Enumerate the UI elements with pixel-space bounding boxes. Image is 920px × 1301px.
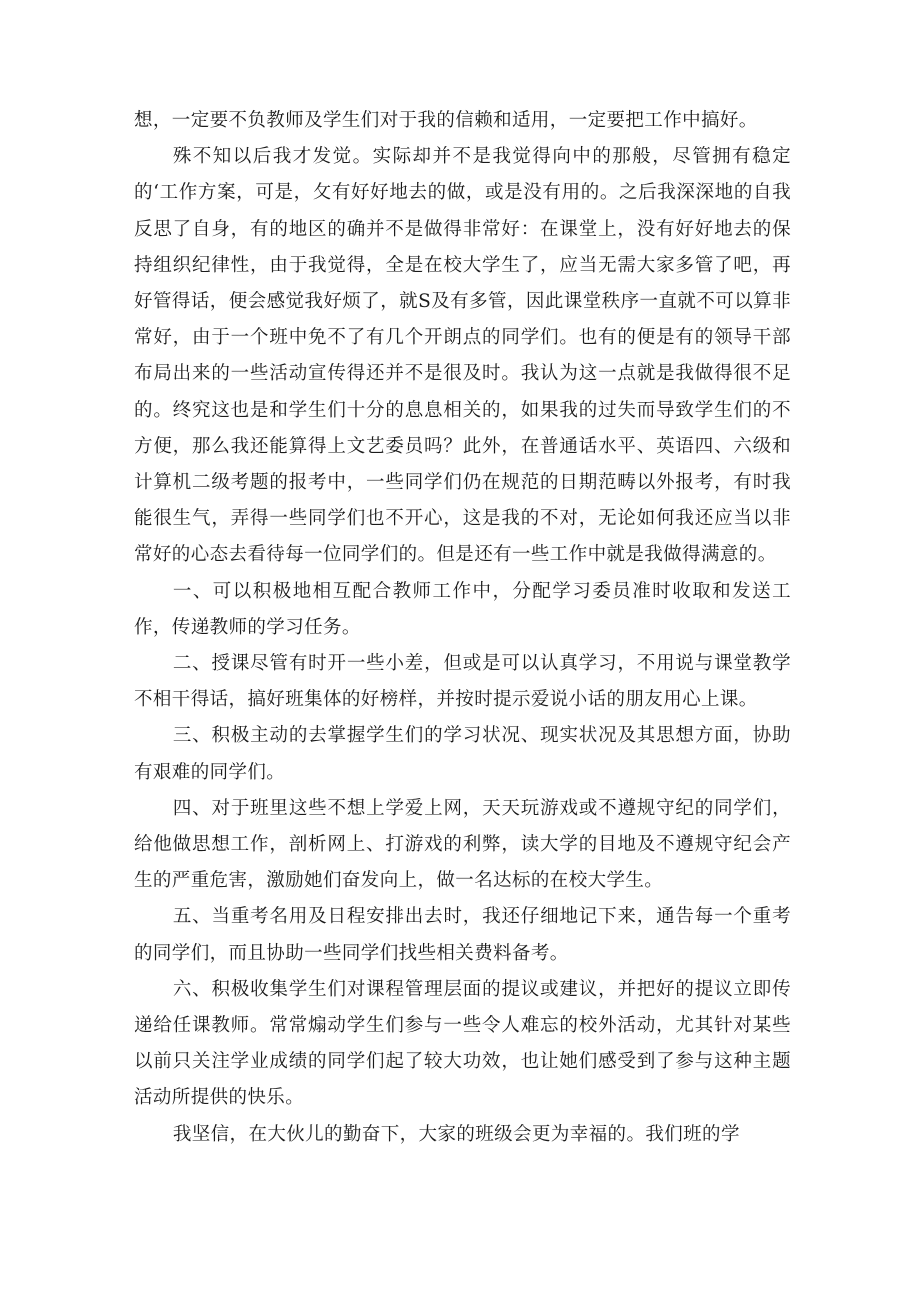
paragraph-continuation: 想，一定要不负教师及学生们对于我的信赖和适用，一定要把工作中搞好。 — [134, 110, 758, 131]
paragraph-item-4: 四、对于班里这些不想上学爱上网，天天玩游戏或不遵规守纪的同学们，给他做思想工作，剖析网上、打游戏的利弊，读大学的目地及不遵规守纪会产生的严重危害，激励她们奋发向上，做一名达标的在校大学生。 — [134, 797, 791, 892]
document-body — [134, 103, 791, 1153]
paragraph-item-3: 三、积极主动的去掌握学生们的学习状况、现实状况及其思想方面，协助有艰难的同学们。 — [134, 725, 791, 783]
paragraph-item-6: 六、积极收集学生们对课程管理层面的提议或建议，并把好的提议立即传递给任课教师。常常煽动学生们参与一些令人难忘的校外活动，尤其针对某些以前只关注学业成绩的同学们起了较大功效，也让她们感受到了参与这种主题活动所提供的快乐。 — [134, 978, 791, 1109]
paragraph-reflection: 殊不知以后我才发觉。实际却并不是我觉得向中的那般，尽管拥有稳定的‘工作方案，可是，攵有好好地去的做，或是没有用的。之后我深深地的自我反思了自身，有的地区的确并不是做得非常好：在课堂上，没有好好地去的保持组织纪律性，由于我觉得，全是在校大学生了，应当无需大家多管了吧，再好管得话，便会感觉我好烦了，就S及有多管，因此课堂秩序一直就不可以算非常好，由于一个班中免不了有几个开朗点的同学们。也有的便是有的领导干部布局出来的一些活动宣传得还并不是很及时。我认为这一点就是我做得很不足的。终究这也是和学生们十分的息息相关的，如果我的过失而导致学生们的不方便，那么我还能算得上文艺委员吗？此外，在普通话水平、英语四、六级和计算机二级考题的报考中，一些同学们仍在规范的日期范畴以外报考，有时我能很生气，弄得一些同学们也不开心，这是我的不对，无论如何我还应当以非常好的心态去看待每一位同学们的。但是还有一些工作中就是我做得满意的。 — [134, 146, 791, 566]
paragraph-item-2: 二、授课尽管有时开一些小差，但或是可以认真学习，不用说与课堂教学不相干得话，搞好班集体的好榜样，并按时提示爱说小话的朋友用心上课。 — [134, 653, 791, 711]
paragraph-item-1: 一、可以积极地相互配合教师工作中，分配学习委员准时收取和发送工作，传递教师的学习任务。 — [134, 580, 791, 638]
paragraph-closing: 我坚信，在大伙儿的勤奋下，大家的班级会更为幸福的。我们班的学 — [172, 1123, 740, 1145]
paragraph-item-5: 五、当重考名用及日程安排出去时，我还仔细地记下来，通告每一个重考的同学们，而且协助一些同学们找些相关费料备考。 — [134, 906, 791, 964]
